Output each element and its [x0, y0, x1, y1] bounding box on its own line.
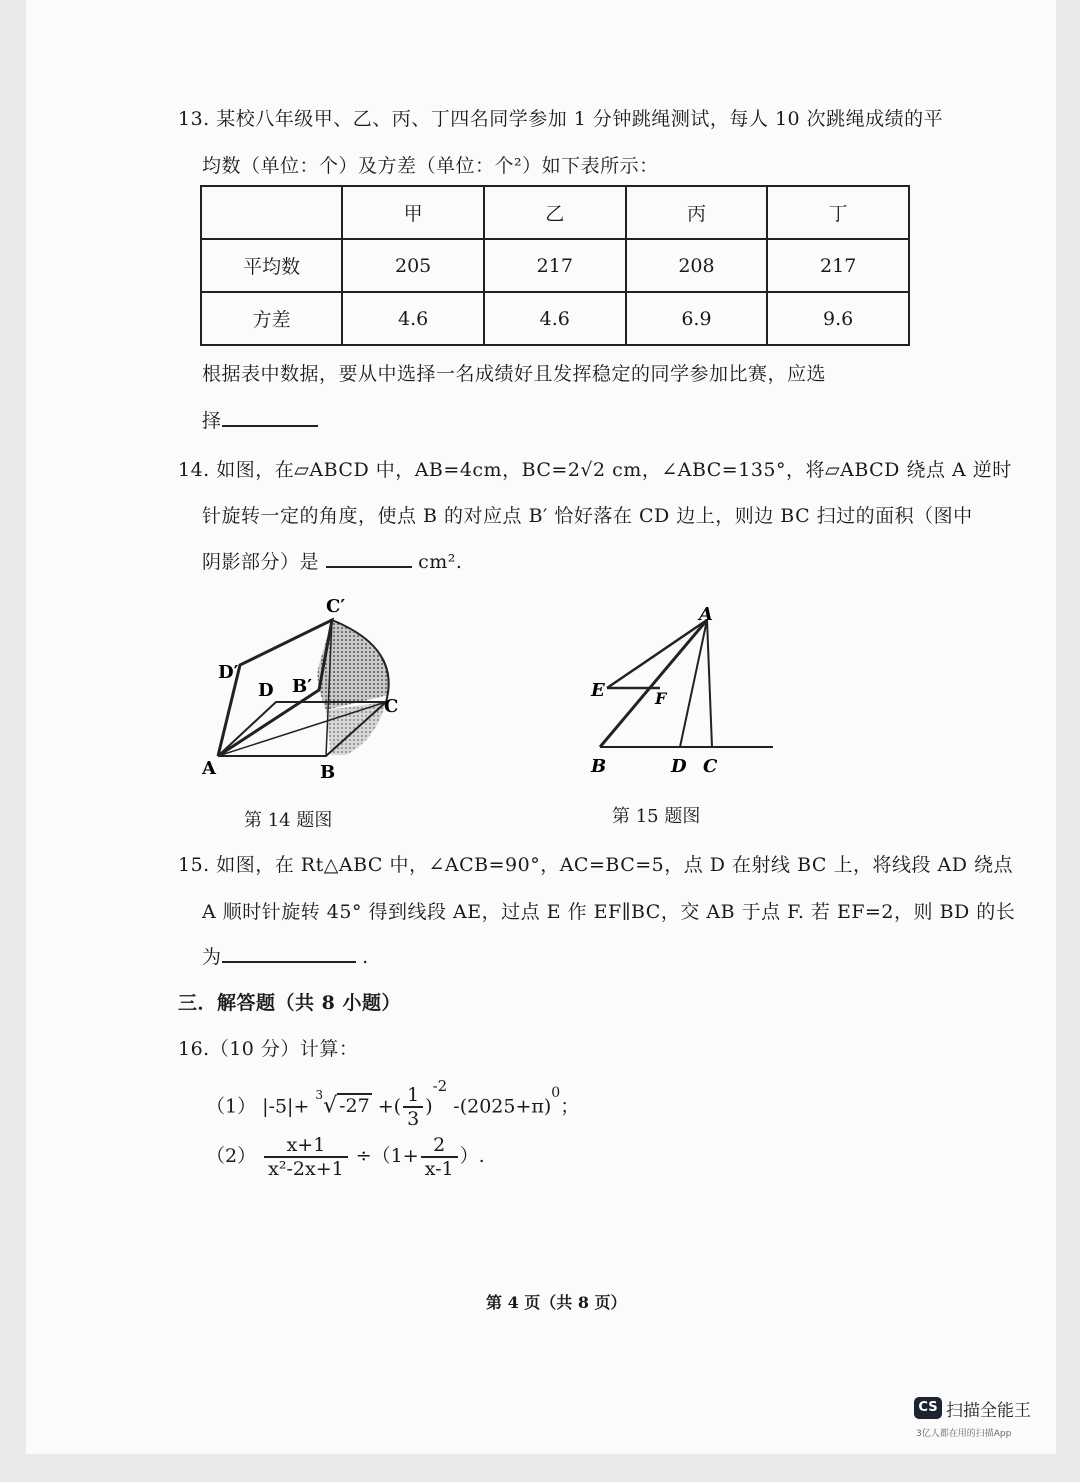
frac-den: 3 — [407, 1108, 420, 1131]
figure-14 — [196, 590, 426, 790]
row-label: 方差 — [201, 292, 342, 345]
q14-line2: 针旋转一定的角度，使点 B 的对应点 B′ 恰好落在 CD 边上，则边 BC 扫过的面积（图中 — [202, 505, 973, 527]
figure-14-caption: 第 14 题图 — [244, 810, 333, 831]
table-header-cell: 甲 — [342, 186, 484, 239]
label-d: D — [258, 680, 274, 701]
label-c: C — [384, 696, 399, 717]
expr-div: ÷（1+ — [355, 1145, 419, 1167]
q15-line3 — [202, 942, 369, 969]
segment-ac — [707, 620, 712, 747]
answer-blank — [222, 961, 356, 963]
label-e: E — [591, 680, 605, 701]
table-cell: 4.6 — [484, 292, 626, 345]
q13-line2: 均数（单位：个）及方差（单位：个²）如下表所示： — [202, 155, 659, 177]
table-header-cell: 丙 — [626, 186, 768, 239]
table-row — [201, 292, 909, 345]
fraction-main — [264, 1134, 348, 1180]
label-b: B — [320, 762, 336, 783]
exponent: -2 — [432, 1077, 448, 1095]
q14-line1: 14. 如图，在▱ABCD 中，AB=4cm，BC=2√2 cm，∠ABC=135°，将▱ABCD 绕点 A 逆时 — [178, 459, 1012, 481]
scanner-app-name: 扫描全能王 — [946, 1401, 1031, 1421]
q13-line1: 13. 某校八年级甲、乙、丙、丁四名同学参加 1 分钟跳绳测试，每人 10 次跳绳成绩的平 — [178, 108, 944, 130]
expr-rest: -(2025+π) — [453, 1095, 552, 1118]
table-header-row — [201, 186, 909, 239]
table-cell: 208 — [626, 239, 768, 292]
answer-blank — [222, 425, 318, 427]
label-b-prime: B′ — [292, 676, 312, 697]
frac-num: 1 — [403, 1084, 423, 1108]
table-cell: 217 — [484, 239, 626, 292]
table-header-cell — [201, 186, 342, 239]
table-header-cell: 乙 — [484, 186, 626, 239]
label-a: A — [202, 758, 216, 779]
q15-line3-text: 为 — [202, 946, 222, 968]
frac-den: x-1 — [424, 1158, 454, 1180]
label-c: C — [703, 756, 718, 777]
frac-num: 2 — [421, 1134, 458, 1158]
label-a: A — [699, 604, 713, 625]
label-d-prime: D′ — [218, 662, 239, 683]
expr-end: ）. — [459, 1145, 485, 1167]
table-cell: 9.6 — [767, 292, 909, 345]
expr-plus-paren: +( — [377, 1095, 402, 1118]
section-heading: 三．解答题（共 8 小题） — [178, 992, 401, 1014]
q15-line3-end: . — [362, 946, 369, 968]
label-d: D — [671, 756, 687, 777]
answer-blank — [326, 566, 412, 568]
table-cell: 217 — [767, 239, 909, 292]
table-cell: 205 — [342, 239, 484, 292]
q13-line3: 根据表中数据，要从中选择一名成绩好且发挥稳定的同学参加比赛，应选 — [202, 363, 827, 385]
figure-15 — [585, 600, 785, 790]
scanner-logo-icon: CS — [914, 1397, 942, 1419]
row-label: 平均数 — [201, 239, 342, 292]
q14-unit: cm². — [418, 551, 463, 573]
page-footer: 第 4 页（共 8 页） — [486, 1293, 627, 1312]
table-cell: 4.6 — [342, 292, 484, 345]
scanner-app-tagline: 3亿人都在用的扫描App — [916, 1429, 1012, 1439]
root-index: 3 — [315, 1088, 324, 1102]
label-c-prime: C′ — [326, 596, 346, 617]
q16-part2 — [206, 1124, 485, 1188]
segment-ab — [600, 620, 707, 747]
rotated-parallelogram — [218, 620, 332, 756]
label-f: F — [655, 689, 667, 708]
score-table — [200, 185, 910, 346]
exponent-zero: 0 — [551, 1085, 561, 1101]
q16-part1-label: （1） — [206, 1095, 257, 1118]
figure-15-caption: 第 15 题图 — [612, 806, 701, 827]
radicand: -27 — [339, 1095, 370, 1118]
q16-part2-label: （2） — [206, 1145, 257, 1167]
table-header-cell: 丁 — [767, 186, 909, 239]
table-row — [201, 239, 909, 292]
q13-line4 — [202, 406, 318, 433]
segment-ad — [680, 620, 707, 747]
frac-den: x²-2x+1 — [268, 1158, 344, 1180]
q15-line1: 15. 如图，在 Rt△ABC 中，∠ACB=90°，AC=BC=5，点 D 在射线 BC 上，将线段 AD 绕点 — [178, 854, 1014, 876]
radical-sign-icon: √ — [323, 1093, 338, 1119]
q14-line3-text: 阴影部分）是 — [202, 551, 320, 573]
label-b: B — [591, 756, 607, 777]
q15-line2: A 顺时针旋转 45° 得到线段 AE，过点 E 作 EF∥BC，交 AB 于点 F. 若 EF=2，则 BD 的长 — [202, 901, 1016, 923]
expr-end: ； — [560, 1095, 580, 1118]
table-cell: 6.9 — [626, 292, 768, 345]
q13-line4-text: 择 — [202, 410, 222, 432]
fraction-inner — [421, 1134, 458, 1180]
expr-abs: |-5|+ — [262, 1095, 310, 1118]
q14-line3 — [202, 547, 462, 574]
q16-title: 16.（10 分）计算： — [178, 1038, 359, 1060]
q16-part1 — [206, 1070, 579, 1130]
frac-num: x+1 — [264, 1134, 348, 1158]
expr-close: ) — [425, 1095, 433, 1118]
